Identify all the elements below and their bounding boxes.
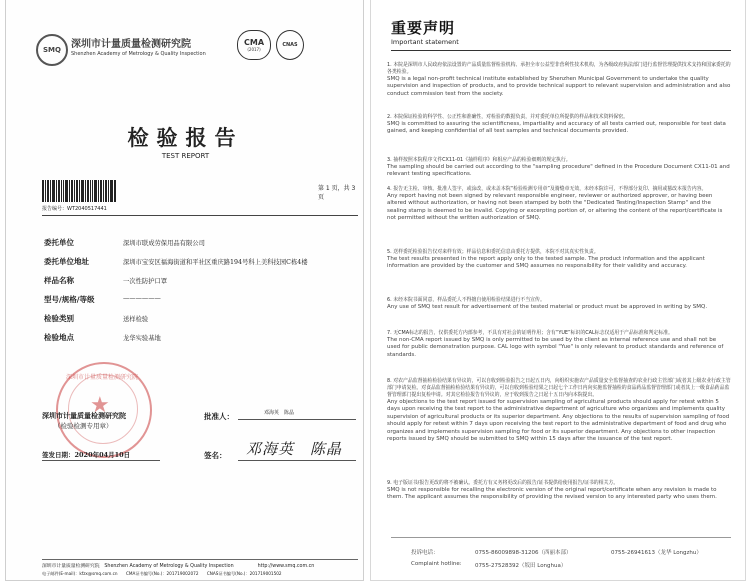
approver-names: 邓海英 陈晶	[264, 410, 295, 416]
approver-line	[238, 419, 356, 420]
date-line	[42, 460, 160, 461]
statement-title: 重要声明	[391, 19, 456, 37]
handwritten-signature: 邓海英 陈晶	[246, 440, 343, 458]
statement-divider	[391, 50, 731, 51]
report-subtitle: TEST REPORT	[161, 152, 210, 160]
report-number: 报告编号：WT2040517441	[42, 206, 107, 212]
statement-subtitle: Important statement	[391, 38, 459, 46]
statement-item: 9. 电子版证书/报告更改的将不被确认。委托方有义务将更改后的报告/证书提供给使用报告/证书的相关方。 SMQ is not responsible for recalling the electronic version of the original report/certificate when any revision is made to them. The applicant assumes the responsibility of providing the revised version to any interested party who uses them.	[387, 480, 717, 501]
statement-item: 6. 未经本院书面同意，样品委托人不得擅自使用检验结果进行不当宣传。 Any use of SMQ test result for advertisement of the tested material or product must be approved in writing by SMQ.	[387, 297, 708, 310]
cma-mark: CMA (2017)	[237, 30, 271, 60]
signature-line	[238, 460, 356, 461]
phone-xili: 0755-86009898-31206（西丽本部）	[475, 550, 572, 556]
field-value-location: 龙华实验基地	[123, 335, 161, 342]
seal-label: 深圳市计量质量检测研究院	[42, 411, 126, 420]
statement-page	[370, 0, 746, 581]
phone-bantian: 0755-27528392（坂田 Longhua）	[475, 563, 567, 569]
footer-certificates: 电子邮件(E-mail)：kfzx@smq.com.cn CMA证书编号(No.)：201719002072 CNAS证书编号(No.)：201719001502	[42, 571, 282, 576]
seal-sub-label: （检验检测专用章）	[54, 422, 113, 430]
field-label-test-type: 检验类别	[44, 314, 74, 323]
statement-item: 2. 本院保证检验的科学性、公正性和准确性，对检验的数据负责，并对委托单位所提供的样品和技术资料保密。 SMQ is committed to assuring the scientificness, impartiality and accuracy of all tests carried out, responsible for test data gained, and keeping confidential of all test samples and technical documents provided.	[387, 114, 726, 135]
footer-divider	[42, 559, 358, 560]
approver-label: 批准人：	[204, 412, 234, 421]
field-value-test-type: 送样检验	[123, 316, 149, 323]
issue-date: 签发日期：2020年04月10日	[42, 451, 131, 459]
phone-longhua: 0755-26941613（龙华 Longzhu）	[611, 550, 702, 556]
page-indicator: 第 1 页，共 3 页	[318, 185, 356, 201]
report-title: 检验报告	[127, 125, 244, 150]
cnas-mark: CNAS	[276, 30, 304, 60]
field-value-sample: 一次性防护口罩	[123, 278, 168, 285]
field-label-location: 检验地点	[44, 333, 74, 342]
footer-institute: 深圳市计量质量检测研究院 Shenzhen Academy of Metrology & Quality Inspection http://www.smq.com.cn	[42, 564, 315, 569]
field-value-client: 深圳市联成劳保用品有限公司	[123, 240, 205, 247]
field-value-model: ——————	[123, 295, 161, 302]
complaint-label-cn: 投诉电话：	[411, 550, 439, 556]
field-label-client: 委托单位	[44, 238, 74, 247]
seal-star-icon: ★	[90, 393, 110, 418]
statement-item: 1. 本院是深圳市人民政府依法设置的产品质量监督检验机构、承担全市公益型非营利性技术机构，为各级政府执法部门进行监督管理提供技术支持和国家委托的各类检验。 SMQ is a legal non-profit technical institute established by Shenzhen Municipal Government to undertake the quality supervision and inspection of products, and to provide technical support to relevant supervision and administration and also conduct commission test from the society.	[387, 62, 731, 97]
institute-name-en: Shenzhen Academy of Metrology & Quality Inspection	[71, 51, 206, 57]
complaint-label-en: Complaint hotline:	[411, 561, 462, 567]
barcode	[42, 180, 116, 202]
field-value-address: 深圳市宝安区福海街道和平社区重庆路194号科上美科技园C栋4楼	[123, 259, 308, 266]
statement-item: 8. 对农产品监督抽检检验结果有异议的，可以自收到检验报告之日起五日内，向组织实施农产品质量安全监督抽查的农业行政主管部门或者其上级农业行政主管部门申请复检。对食品监督抽检检验结果有异议的，可以自收到检验结果之日起七个工作日内向实施监督抽检的食品药品监督管理部门或者其上一级食品药品监督管理部门提出复检申请。对其它检验报告有异议的，应于收到报告之日起十五日内向本院提出。 Any objections to the test report issued for supervision sampling of agricultural products should apply for retest within 5 days upon receiving the test report to the administrative department of agriculture who organizes and implements quality supervision of agricultural products or its superior department. Any objections to the results of supervision sampling of food should apply for retest within 7 days upon receiving the test report to the administrative department of food and drug who organizes and implements supervision sampling for food or its superior department. Any objections to other inspection reports issued by SMQ should be submitted to SMQ within 15 days after the issuance of the test report.	[387, 378, 731, 443]
field-label-sample: 样品名称	[44, 276, 74, 285]
statement-item: 5. 送样委托检验报告仅对来样有效；样品信息和委托信息由委托方提供，本院不对其真实性负责。 The test results presented in the report apply only to the tested sample. The product information and the applicant information are provided by the customer and SMQ assumes no responsibility for their validity and accuracy.	[387, 249, 705, 270]
statement-item: 4. 报告无主检、审核、批准人签字，或涂改，或未盖本院“检验检测专用章”及骑缝章无效，未经本院许可，不得部分复印、摘用或篡改本报告内容。 Any report having not been signed by relevant responsible engineer, reviewer or authorized approver, or having been altered without authorization, or having not been stamped by both the "Dedicated Testing/Inspection Stamp" and the sealing stamp is deemed to be invalid. Copying or excerpting portion of, or altering the content of the report/certificate is not permitted without the written authorization of SMQ.	[387, 186, 723, 222]
statement-item: 3. 抽样按照本院程序文件CX11-01《抽样程序》和相应产品的检验细则的规定执行。 The sampling should be carried out according to the "sampling procedure" defined in the Procedure Document CX11-01 and relevant testing specifications.	[387, 157, 730, 178]
statement-item: 7. 无CMA标志的报告，仅供委托方内部参考，不具有对社会的证明作用；含有“YUE”标识的CAL标志仅适用于产品标准和判定标准。 The non-CMA report issued by SMQ is only permitted to be used by the client as internal reference use and shall not be used for public demonstration purpose. CAL logo with symbol "Yue" is only relevant to product standards and reference of standards.	[387, 330, 724, 358]
institute-logo: SMQ	[36, 34, 68, 66]
field-label-model: 型号/规格/等级	[44, 295, 95, 304]
seal-arc-text: 深圳市计量质量检测研究院	[65, 374, 138, 381]
test-report-page	[5, 0, 364, 581]
signature-label: 签名：	[204, 451, 227, 460]
institute-name-cn: 深圳市计量质量检测研究院	[71, 39, 191, 50]
top-divider	[42, 215, 358, 216]
contact-divider	[391, 537, 731, 538]
field-label-address: 委托单位地址	[44, 257, 89, 266]
